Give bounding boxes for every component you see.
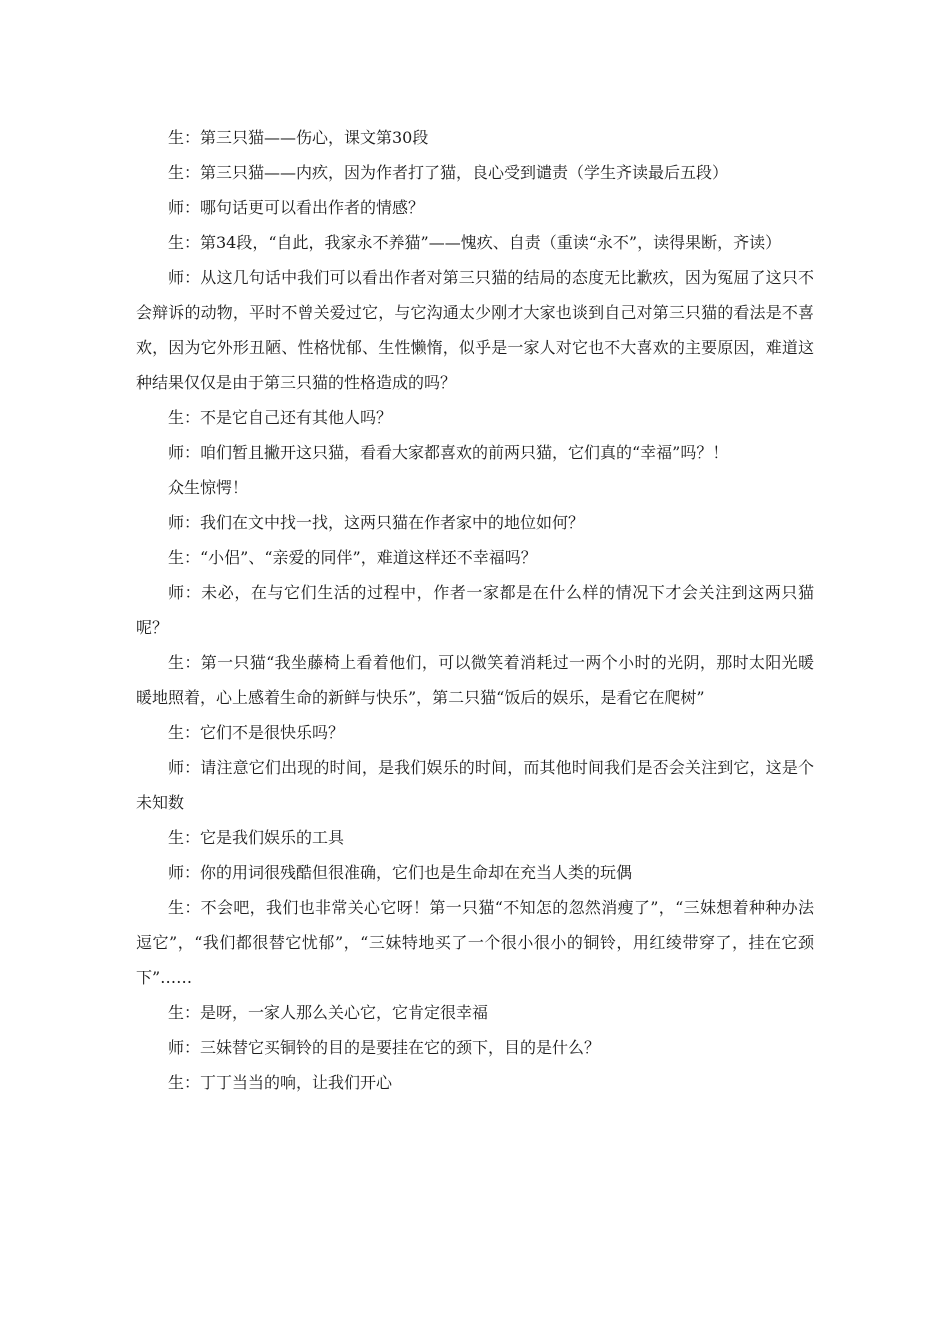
dialogue-paragraph: 师：你的用词很残酷但很准确，它们也是生命却在充当人类的玩偶 [168,863,633,882]
dialogue-paragraph: 师：哪句话更可以看出作者的情感？ [168,198,425,217]
dialogue-paragraph: 生：不会吧，我们也非常关心它呀！第一只猫“不知怎的忽然消瘦了”，“三妹想着种种办法逗它”，“我们都很替它忧郁”，“三妹特地买了一个很小很小的铜铃，用红绫带穿了，挂在它颈下”…… [136,898,814,987]
dialogue-paragraph: 生：是呀，一家人那么关心它，它肯定很幸福 [168,1003,489,1022]
dialogue-paragraph: 生：丁丁当当的响，让我们开心 [168,1073,393,1092]
dialogue-paragraph: 生：第一只猫“我坐藤椅上看着他们，可以微笑着消耗过一两个小时的光阴，那时太阳光暖暖地照着，心上感着生命的新鲜与快乐”，第二只猫“饭后的娱乐，是看它在爬树” [136,653,814,707]
dialogue-paragraph: 生：第三只猫——伤心，课文第30段 [168,128,429,147]
dialogue-paragraph: 众生惊愕！ [168,478,249,497]
dialogue-paragraph: 生：它是我们娱乐的工具 [168,828,345,847]
document-body [136,120,814,1100]
dialogue-paragraph: 师：未必，在与它们生活的过程中，作者一家都是在什么样的情况下才会关注到这两只猫呢？ [136,583,814,637]
dialogue-paragraph: 师：从这几句话中我们可以看出作者对第三只猫的结局的态度无比歉疚，因为冤屈了这只不会辩诉的动物，平时不曾关爱过它，与它沟通太少刚才大家也谈到自己对第三只猫的看法是不喜欢，因为它外形丑陋、性格忧郁、生性懒惰，似乎是一家人对它也不大喜欢的主要原因，难道这种结果仅仅是由于第三只猫的性格造成的吗？ [136,268,814,392]
dialogue-paragraph: 生：第34段，“自此，我家永不养猫”——愧疚、自责（重读“永不”，读得果断，齐读） [168,233,782,252]
dialogue-paragraph: 师：三妹替它买铜铃的目的是要挂在它的颈下，目的是什么？ [168,1038,601,1057]
dialogue-paragraph: 师：咱们暂且撇开这只猫，看看大家都喜欢的前两只猫，它们真的“幸福”吗？！ [168,443,729,462]
dialogue-paragraph: 生：不是它自己还有其他人吗？ [168,408,393,427]
dialogue-paragraph: 生：“小侣”、“亲爱的同伴”，难道这样还不幸福吗？ [168,548,537,567]
dialogue-paragraph: 生：第三只猫——内疚，因为作者打了猫，良心受到谴责（学生齐读最后五段） [168,163,729,182]
dialogue-paragraph: 师：请注意它们出现的时间，是我们娱乐的时间，而其他时间我们是否会关注到它，这是个未知数 [136,758,814,812]
dialogue-paragraph: 生：它们不是很快乐吗？ [168,723,345,742]
dialogue-paragraph: 师：我们在文中找一找，这两只猫在作者家中的地位如何？ [168,513,585,532]
